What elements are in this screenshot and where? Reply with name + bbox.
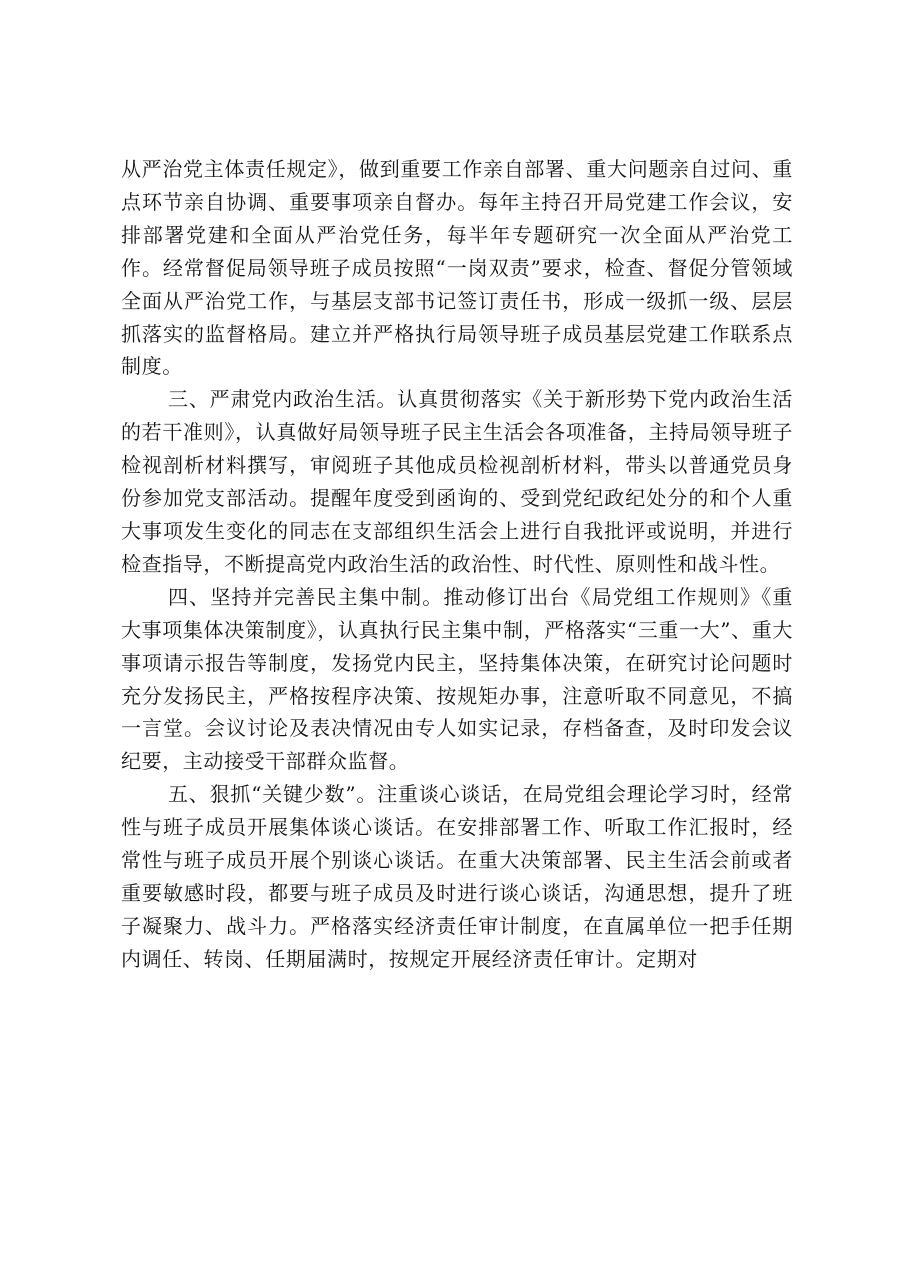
paragraph-section-3: 三、严肃党内政治生活。认真贯彻落实《关于新形势下党内政治生活的若干准则》，认真做好局领导班子民主生活会各项准备，主持局领导班子检视剖析材料撰写，审阅班子其他成员检视剖析材料，带头以普通党员身份参加党支部活动。提醒年度受到函询的、受到党纪政纪处分的和个人重大事项发生变化的同志在支部组织生活会上进行自我批评或说明，并进行检查指导，不断提高党内政治生活的政治性、时代性、原则性和战斗性。	[121, 387, 793, 576]
paragraph-continuation: 从严治党主体责任规定》，做到重要工作亲自部署、重大问题亲自过问、重点环节亲自协调、重要事项亲自督办。每年主持召开局党建工作会议，安排部署党建和全面从严治党任务，每半年专题研究一次全面从严治党工作。经常督促局领导班子成员按照“一岗双责”要求，检查、督促分管领域全面从严治党工作，与基层支部书记签订责任书，形成一级抓一级、层层抓落实的监督格局。建立并严格执行局领导班子成员基层党建工作联系点制度。	[121, 157, 793, 379]
paragraph-section-4: 四、坚持并完善民主集中制。推动修订出台《局党组工作规则》《重大事项集体决策制度》，认真执行民主集中制，严格落实“三重一大”、重大事项请示报告等制度，发扬党内民主，坚持集体决策，在研究讨论问题时充分发扬民主，严格按程序决策、按规矩办事，注意听取不同意见，不搞一言堂。会议讨论及表决情况由专人如实记录，存档备查，及时印发会议纪要，主动接受干部群众监督。	[121, 584, 793, 774]
document-body	[121, 153, 793, 976]
paragraph-section-5: 五、狠抓“关键少数”。注重谈心谈话，在局党组会理论学习时，经常性与班子成员开展集体谈心谈话。在安排部署工作、听取工作汇报时，经常性与班子成员开展个别谈心谈话。在重大决策部署、民主生活会前或者重要敏感时段，都要与班子成员及时进行谈心谈话，沟通思想，提升了班子凝聚力、战斗力。严格落实经济责任审计制度，在直属单位一把手任期内调任、转岗、任期届满时，按规定开展经济责任审计。定期对	[121, 782, 793, 971]
